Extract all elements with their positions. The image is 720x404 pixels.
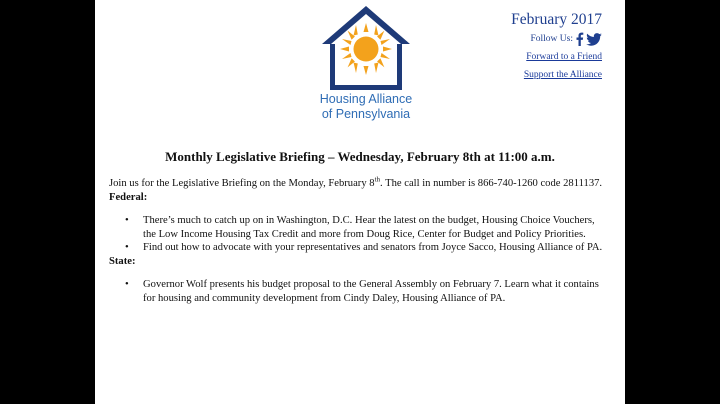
newsletter-page (95, 0, 625, 404)
support-alliance-link[interactable]: Support the Alliance (523, 70, 602, 80)
twitter-icon (586, 33, 602, 46)
org-name-line1: Housing Alliance (319, 92, 413, 106)
org-logo (307, 4, 425, 122)
list-item: • Find out how to advocate with your representatives and senators from Joyce Sacco, Housing Alliance of PA. (109, 241, 609, 255)
facebook-link[interactable] (575, 32, 584, 46)
issue-month: February 2017 (511, 11, 602, 28)
header-right (511, 10, 602, 80)
intro-ordinal-suffix: th (374, 175, 381, 184)
list-item: • Governor Wolf presents his budget proposal to the General Assembly on February 7. Learn what it contains for housing and community development from Cindy Daley, Housing Alliance of PA. (109, 278, 609, 305)
federal-heading: Federal: (109, 191, 148, 203)
facebook-icon (575, 32, 584, 46)
follow-us-label: Follow Us: (530, 34, 573, 44)
forward-to-friend-link[interactable]: Forward to a Friend (526, 52, 602, 62)
house-sun-logo (320, 4, 412, 92)
twitter-link[interactable] (586, 33, 602, 46)
state-list (109, 278, 609, 305)
state-heading: State: (109, 255, 136, 267)
briefing-title: Monthly Legislative Briefing – Wednesday, February 8th at 11:00 a.m. (165, 149, 555, 164)
intro-text-part1: Join us for the Legislative Briefing on the Monday, February 8 (109, 178, 375, 189)
intro-paragraph (109, 177, 609, 191)
intro-text-part2: . The call in number is 866-740-1260 code 2811137. (380, 178, 603, 189)
list-item: • There’s much to catch up on in Washington, D.C. Hear the latest on the budget, Housing Choice Vouchers, the Low Income Housing Tax Credit and more from Doug Rice, Center for Budget and Policy Priorities. (109, 214, 609, 241)
federal-list (109, 214, 609, 255)
org-name-line2: of Pennsylvania (321, 107, 411, 121)
follow-us-row (511, 32, 602, 46)
newsletter-body (109, 177, 609, 305)
